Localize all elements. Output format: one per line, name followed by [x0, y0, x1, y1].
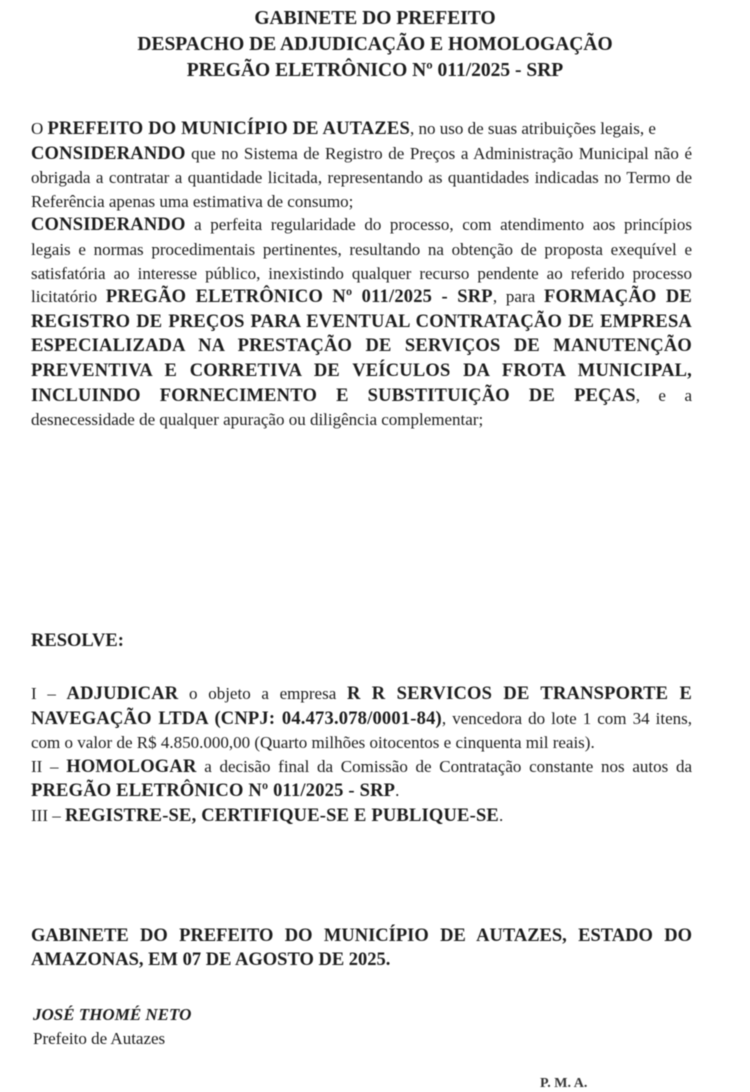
item-1-company: R R SERVICOS DE TRANSPORTE E NAVEGAÇÃO LTDA (CNPJ: 04.473.078/0001-84) [31, 684, 692, 729]
signatory-title: Prefeito de Autazes [33, 1029, 166, 1048]
resolution-item-3 [31, 804, 692, 829]
resolutions-list [31, 682, 692, 829]
consider-2-text: a perfeita regularidade do processo, com atendimento aos princípios legais e normas procedimentais pertinentes, resultando na obtenção de proposta exequível e satisfatória ao interesse público, inexistindo qualquer recurso pendente ao referido processo licitatório [31, 215, 692, 307]
signatory-name: JOSÉ THOMÉ NETO [33, 1005, 192, 1024]
closing-statement: GABINETE DO PREFEITO DO MUNICÍPIO DE AUTAZES, ESTADO DO AMAZONAS, EM 07 DE AGOSTO DE 2025. [31, 926, 692, 970]
considerations-block [31, 117, 692, 432]
consider-2-auction: PREGÃO ELETRÔNICO Nº 011/2025 - SRP [105, 287, 493, 308]
item-2-auction: PREGÃO ELETRÔNICO Nº 011/2025 - SRP [31, 781, 396, 802]
intro-mayor: PREFEITO DO MUNICÍPIO DE AUTAZES [47, 119, 410, 139]
resolve-heading: RESOLVE: [31, 631, 124, 651]
consider-2-end: , e a desnecessidade de qualquer apuração ou diligência complementar; [31, 385, 692, 430]
consider-2-object: FORMAÇÃO DE REGISTRO DE PREÇOS PARA EVENTUAL CONTRATAÇÃO DE EMPRESA ESPECIALIZADA NA PRESTAÇÃO DE SERVIÇOS DE MANUTENÇÃO PREVENTIVA E CORRETIVA DE VEÍCULOS DA FROTA MUNICIPAL, INCLUINDO FORNECIMENTO E SUBSTITUIÇÃO DE PEÇAS [31, 287, 692, 406]
consider-1-text: que no Sistema de Registro de Preços a Administração Municipal não é obrigada a contratar a quantidade licitada, representando as quantidades indicadas no Termo de Referência apenas uma estimativa de consumo; [31, 143, 692, 211]
header-line-auction: PREGÃO ELETRÔNICO Nº 011/2025 - SRP [186, 60, 564, 81]
item-2-mid: a decisão final da Comissão de Contratação constante nos autos da [196, 756, 693, 776]
consider-paragraph-1 [31, 142, 692, 214]
intro-rest: , no uso de suas atribuições legais, e [409, 119, 656, 138]
header-line-office: GABINETE DO PREFEITO [254, 8, 496, 29]
item-3-action: REGISTRE-SE, CERTIFIQUE-SE E PUBLIQUE-SE [64, 805, 499, 826]
intro-prefix: O [31, 119, 48, 138]
consider-paragraph-2 [31, 213, 692, 431]
item-2-action: HOMOLOGAR [66, 756, 197, 777]
item-2-number: II – [31, 756, 67, 776]
signature-block [33, 1003, 191, 1051]
resolution-item-1 [31, 682, 692, 755]
intro-paragraph [31, 117, 692, 142]
consider-2-keyword: CONSIDERANDO [31, 215, 186, 236]
item-3-end: . [498, 805, 504, 825]
item-1-rest: , vencedora do lote 1 com 34 itens, com o valor de R$ 4.850.000,00 (Quarto milhões oitocentos e cinquenta mil reais). [31, 708, 693, 753]
footer-mark: P. M. A. [540, 1076, 588, 1091]
document-header [0, 6, 750, 84]
item-3-number: III – [31, 805, 65, 825]
item-1-action: ADJUDICAR [66, 684, 179, 704]
consider-2-mid: , para [492, 287, 544, 307]
item-2-end: . [395, 781, 400, 801]
header-line-dispatch: DESPACHO DE ADJUDICAÇÃO E HOMOLOGAÇÃO [137, 34, 613, 55]
item-1-number: I – [31, 684, 67, 703]
resolution-item-2 [31, 755, 692, 804]
item-1-mid: o objeto a empresa [178, 684, 347, 703]
consider-1-keyword: CONSIDERANDO [31, 143, 186, 164]
